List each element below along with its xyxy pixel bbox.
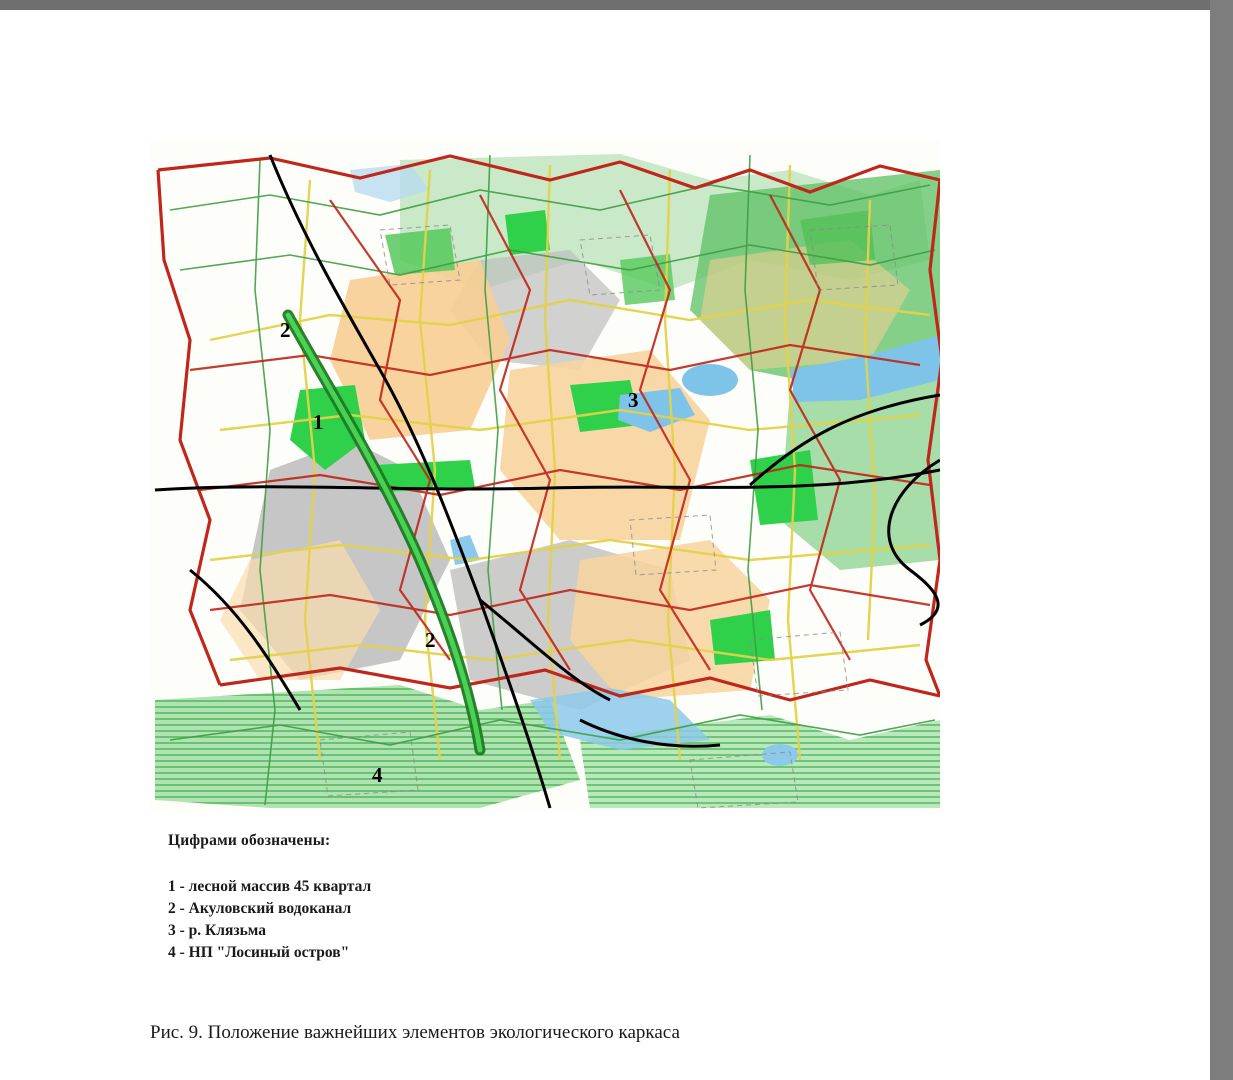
legend-item: 2 - Акуловский водоканал [168, 900, 352, 917]
figure-caption: Рис. 9. Положение важнейших элементов экологического каркаса [150, 1022, 680, 1043]
map-label-4: 4 [372, 763, 383, 787]
map-label-3: 3 [628, 388, 639, 412]
legend-item: 4 - НП "Лосиный остров" [168, 944, 350, 961]
document-page [0, 10, 1210, 1080]
map-graphic [150, 140, 940, 812]
map-label-1: 1 [313, 410, 324, 434]
window-top-bar [0, 0, 1233, 10]
legend-title: Цифрами обозначены: [168, 832, 331, 849]
map-label-2-south: 2 [425, 628, 436, 652]
map-label-2-north: 2 [280, 318, 291, 342]
legend-list [168, 876, 371, 964]
map-figure [150, 140, 940, 812]
legend-item: 3 - р. Клязьма [168, 922, 266, 939]
window-right-gutter [1210, 0, 1233, 1080]
legend-item: 1 - лесной массив 45 квартал [168, 878, 372, 895]
